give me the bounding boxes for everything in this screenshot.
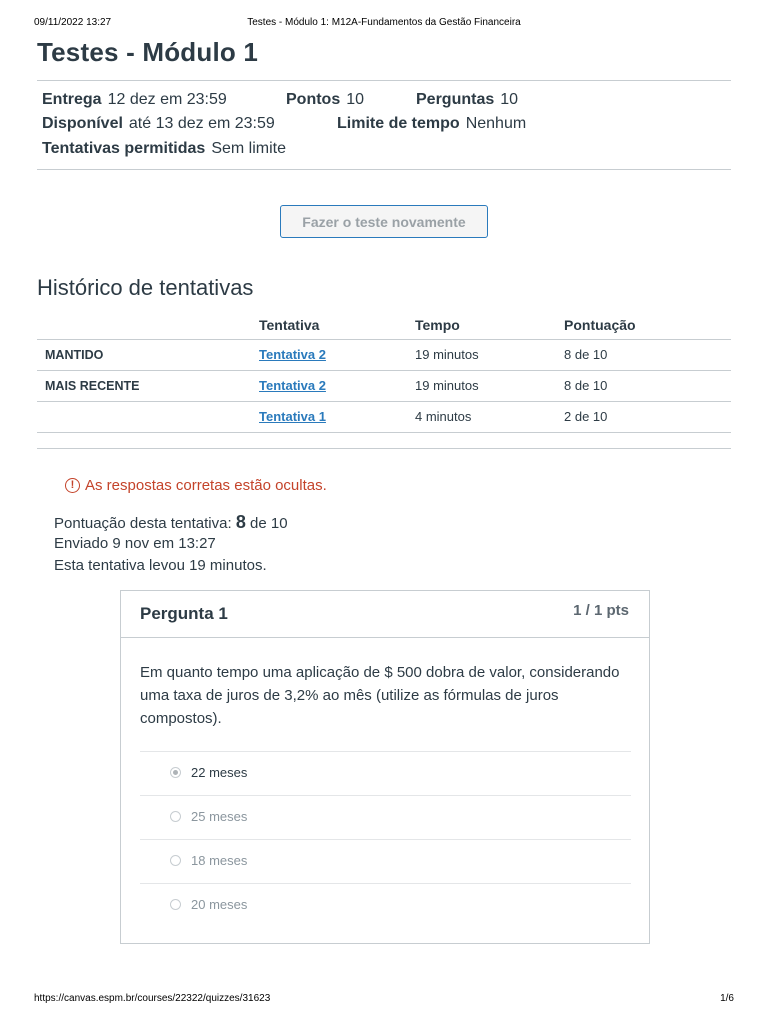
submitted-line: Enviado 9 nov em 13:27 (54, 535, 216, 552)
attempt-link[interactable]: Tentativa 2 (259, 378, 326, 393)
duration-line: Esta tentativa levou 19 minutos. (54, 557, 267, 574)
answer-label: 25 meses (191, 809, 248, 824)
points-value: 10 (346, 91, 365, 108)
answer-option[interactable] (140, 839, 631, 883)
attempt-link[interactable]: Tentativa 2 (259, 347, 326, 362)
attempts-label: Tentativas permitidas (42, 140, 206, 157)
radio-button[interactable] (170, 811, 181, 822)
column-header-time: Tempo (415, 317, 460, 333)
attempts-value: Sem limite (211, 140, 286, 157)
available-label: Disponível (42, 115, 123, 132)
attempt-score-line (54, 512, 288, 533)
print-url: https://canvas.espm.br/courses/22322/quizzes/31623 (34, 993, 271, 1004)
answer-label: 22 meses (191, 765, 248, 780)
radio-button[interactable] (170, 899, 181, 910)
answer-label: 18 meses (191, 853, 248, 868)
print-page-number: 1/6 (720, 993, 734, 1004)
due-label: Entrega (42, 91, 102, 108)
questions-count (416, 91, 518, 109)
radio-button[interactable] (170, 767, 181, 778)
attempt-history-table (37, 310, 731, 433)
attempt-score: 2 de 10 (564, 409, 608, 424)
notice-text: As respostas corretas estão ocultas. (85, 477, 327, 494)
question-points: 1 / 1 pts (573, 602, 629, 619)
allowed-attempts (42, 140, 286, 158)
retake-quiz-button[interactable]: Fazer o teste novamente (280, 205, 488, 238)
attempt-score: 8 de 10 (564, 378, 608, 393)
row-label: MANTIDO (45, 348, 104, 362)
question-text: Em quanto tempo uma aplicação de $ 500 dobra de valor, considerando uma taxa de juros de 3,2% ao mês (utilize as fórmulas de juros compostos). (140, 664, 620, 727)
attempt-time: 19 minutos (415, 378, 479, 393)
available-value: até 13 dez em 23:59 (128, 115, 275, 132)
due-date (42, 91, 227, 109)
divider (37, 448, 731, 449)
attempt-history-title: Histórico de tentativas (37, 275, 254, 300)
due-value: 12 dez em 23:59 (107, 91, 227, 108)
print-footer (34, 993, 734, 1007)
question-card (120, 590, 650, 944)
radio-button[interactable] (170, 855, 181, 866)
attempt-time: 4 minutos (415, 409, 472, 424)
print-header (34, 17, 734, 31)
score-value: 8 (235, 512, 246, 532)
divider (37, 169, 731, 170)
question-title: Pergunta 1 (140, 604, 228, 623)
page-title: Testes - Módulo 1 (37, 37, 259, 67)
answer-option[interactable] (140, 795, 631, 839)
print-document-title: Testes - Módulo 1: M12A-Fundamentos da Gestão Financeira (247, 17, 521, 28)
table-row (37, 371, 731, 402)
questions-label: Perguntas (416, 91, 495, 108)
points-label: Pontos (286, 91, 341, 108)
print-date: 09/11/2022 13:27 (34, 17, 112, 28)
row-label: MAIS RECENTE (45, 379, 140, 393)
table-row (37, 340, 731, 371)
attempt-link[interactable]: Tentativa 1 (259, 409, 326, 424)
availability (42, 115, 275, 133)
attempt-time: 19 minutos (415, 347, 479, 362)
time-limit-value: Nenhum (465, 115, 527, 132)
table-row (37, 402, 731, 433)
time-limit (337, 115, 526, 133)
column-header-score: Pontuação (564, 317, 636, 333)
warning-circle-icon: ! (65, 478, 80, 493)
answer-option[interactable] (140, 883, 631, 927)
answer-label: 20 meses (191, 897, 248, 912)
score-suffix: de 10 (250, 515, 288, 532)
table-header-row (37, 310, 731, 340)
questions-value: 10 (500, 91, 519, 108)
divider (37, 80, 731, 81)
time-limit-label: Limite de tempo (337, 115, 460, 132)
column-header-attempt: Tentativa (259, 317, 320, 333)
hidden-answers-notice (65, 477, 327, 494)
question-header (121, 591, 649, 638)
score-prefix: Pontuação desta tentativa: (54, 515, 232, 532)
points (286, 91, 364, 109)
answer-option[interactable] (140, 751, 631, 795)
answer-list (140, 751, 631, 927)
attempt-score: 8 de 10 (564, 347, 608, 362)
